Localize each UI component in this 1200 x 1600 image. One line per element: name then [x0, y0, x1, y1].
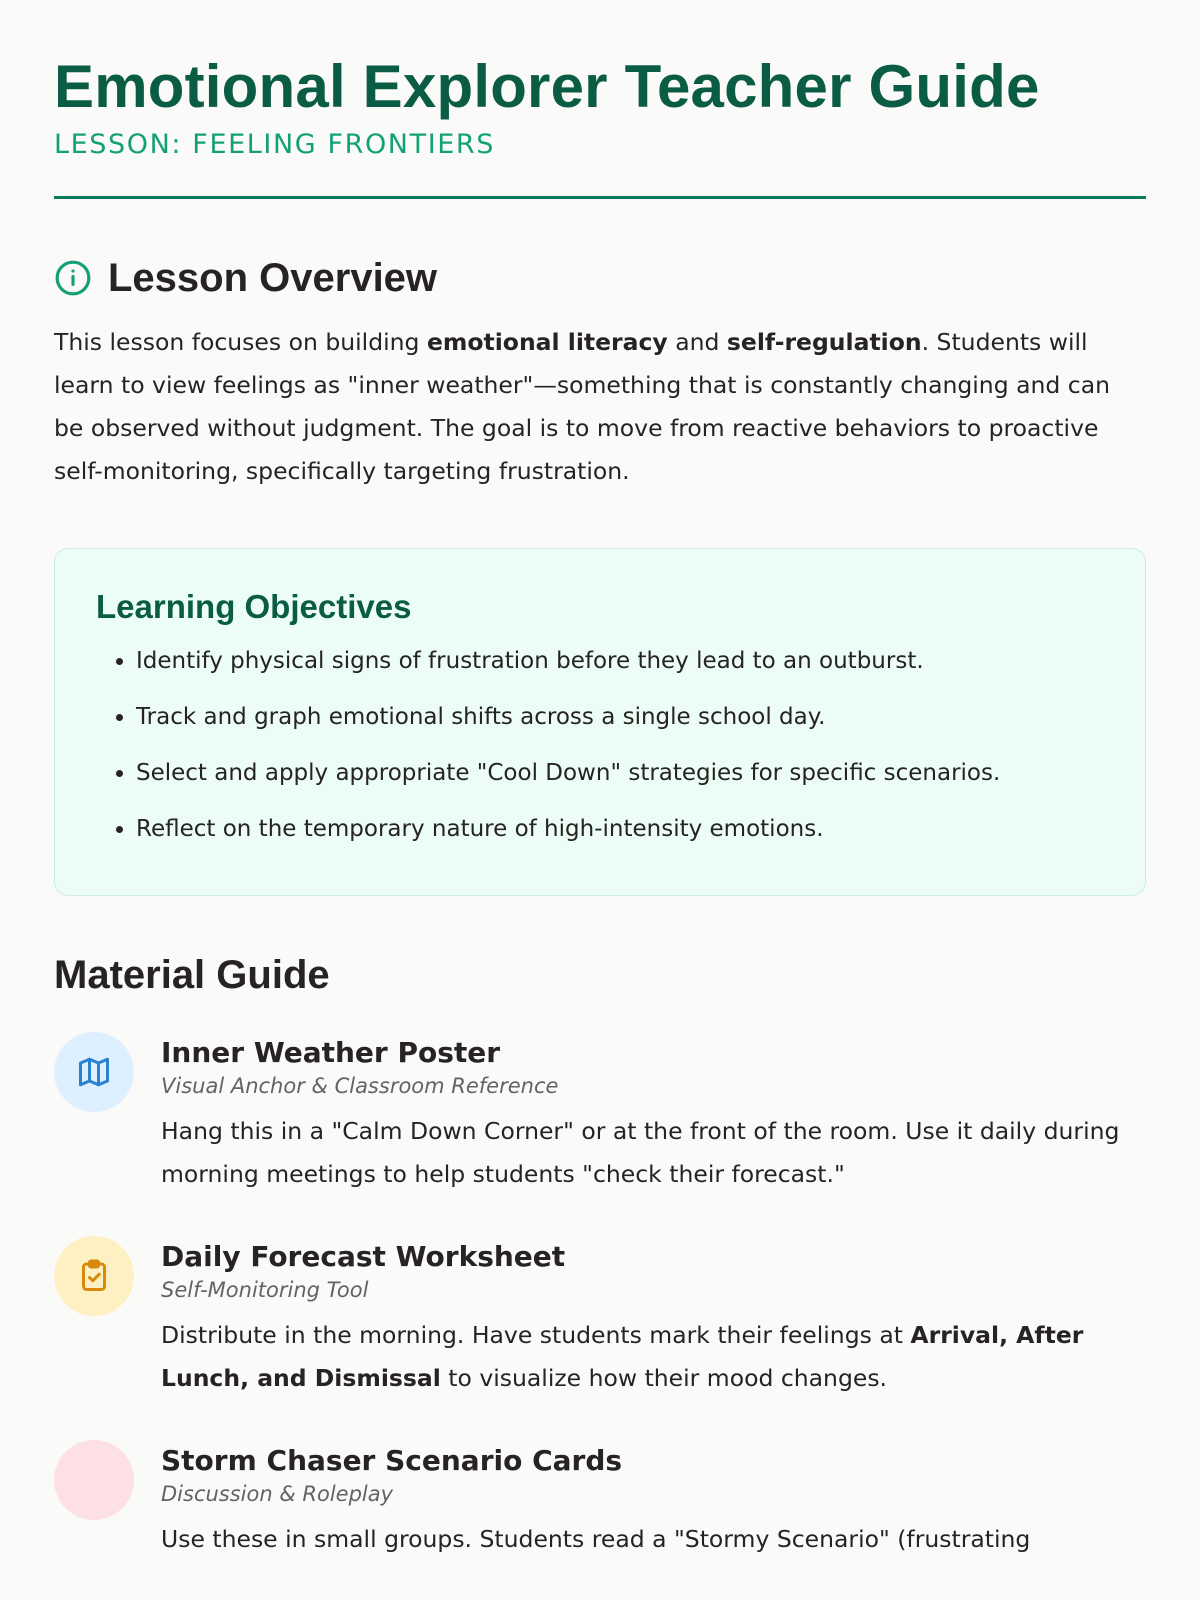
cards-icon-badge	[54, 1440, 134, 1520]
page-title: Emotional Explorer Teacher Guide	[54, 53, 1040, 120]
material-name: Inner Weather Poster	[161, 1036, 501, 1069]
description-text: Use these in small groups. Students read a "Stormy Scenario" (frustrating	[161, 1525, 1031, 1553]
clipboard-icon-badge	[54, 1236, 134, 1316]
overview-emphasis-self-regulation: self-regulation	[726, 328, 922, 356]
material-item-storm-chaser-cards	[54, 1444, 1146, 1561]
map-icon-badge	[54, 1032, 134, 1112]
material-subtitle: Discussion & Roleplay	[161, 1482, 394, 1506]
material-description	[161, 1314, 1146, 1400]
material-body	[161, 1240, 1146, 1400]
description-emphasis: Arrival, After Lunch, and Dismissal	[161, 1321, 1084, 1392]
lesson-subtitle: LESSON: FEELING FRONTIERS	[54, 129, 496, 160]
material-item-daily-forecast-worksheet	[54, 1240, 1146, 1400]
material-guide-heading: Material Guide	[54, 953, 330, 997]
overview-text-part: . Students will learn to view feelings as "inner weather"—something that is constantly changing and can be observed without judgment. The goal is to move from reactive behaviors to proactive self-monitoring, specifically targeting frustration.	[54, 328, 1110, 485]
objective-item: • Identify physical signs of frustration before they lead to an outburst.	[136, 645, 1105, 677]
clipboard-check-icon	[76, 1258, 112, 1294]
description-text: Hang this in a "Calm Down Corner" or at the front of the room. Use it daily during morning meetings to help students "check their forecast."	[161, 1117, 1120, 1188]
material-description	[161, 1518, 1146, 1561]
material-subtitle: Visual Anchor & Classroom Reference	[161, 1074, 559, 1098]
description-text: to visualize how their mood changes.	[440, 1364, 888, 1392]
objective-item: • Select and apply appropriate "Cool Down" strategies for specific scenarios.	[136, 757, 1105, 789]
material-description	[161, 1110, 1146, 1196]
objective-item: • Reflect on the temporary nature of high-intensity emotions.	[136, 813, 1105, 845]
lesson-overview-text	[54, 321, 1146, 493]
map-icon	[76, 1054, 112, 1090]
overview-emphasis-emotional-literacy: emotional literacy	[426, 328, 668, 356]
material-subtitle: Self-Monitoring Tool	[161, 1278, 369, 1302]
description-text: Distribute in the morning. Have students mark their feelings at	[161, 1321, 911, 1349]
info-icon	[54, 259, 92, 297]
header-divider	[54, 196, 1146, 199]
learning-objectives-box	[54, 548, 1146, 896]
objective-item: • Track and graph emotional shifts across a single school day.	[136, 701, 1105, 733]
lesson-overview-header	[54, 255, 1146, 301]
overview-text-part: and	[667, 328, 727, 356]
lesson-overview-heading: Lesson Overview	[108, 256, 438, 300]
material-body	[161, 1036, 1146, 1196]
material-name: Daily Forecast Worksheet	[161, 1240, 566, 1273]
material-body	[161, 1444, 1146, 1561]
overview-text-part: This lesson focuses on building	[54, 328, 427, 356]
material-item-inner-weather-poster	[54, 1036, 1146, 1196]
objectives-list	[96, 645, 1105, 845]
learning-objectives-heading: Learning Objectives	[96, 588, 412, 625]
material-name: Storm Chaser Scenario Cards	[161, 1444, 623, 1477]
